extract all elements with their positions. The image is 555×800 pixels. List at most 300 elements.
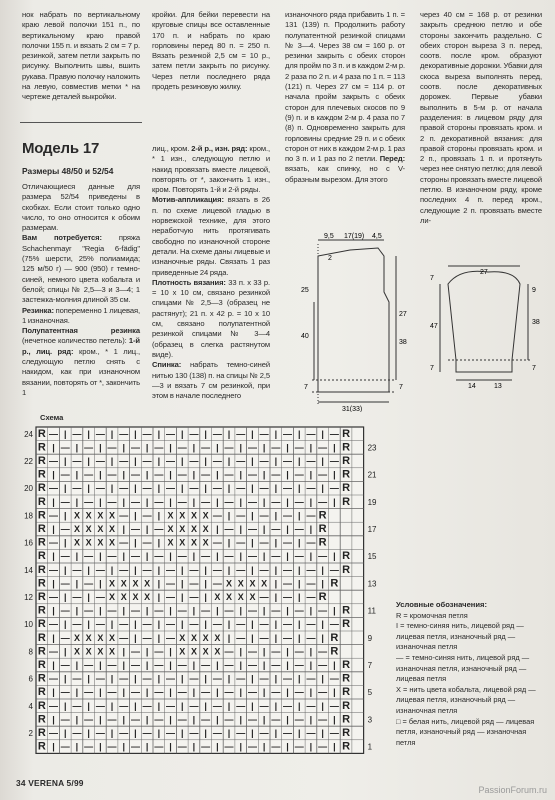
chart-cell-symbol: X	[190, 523, 197, 534]
chart-cell-symbol: |	[75, 469, 79, 480]
chart-cell-symbol: |	[110, 727, 114, 738]
chart-cell-symbol: |	[204, 564, 207, 575]
chart-cell-symbol: —	[212, 700, 222, 711]
chart-cell-symbol: |	[52, 578, 55, 589]
top-col-3-text: изнаночного ряда прибавить 1 п. = 131 (139) п. Продолжить работу полупатентной резинкой спицами № 3—4. Через 38 см = 160 р. от резинки закрыть с обеих сторон для пройм по 3 п. и в каждом 2-м р. 2 раза по 2 п. и 4 раза по 1 п. = 113 (121) п. Через 27 см = 114 р. от начала пройм закрыть с обеих сторон для плечевых скосов по 9 (9) п. и в каждом 2-м р. 4 раза по 7 (8) п. Одновременно закрыть для горловины средние 29 п. и с обеих сторон от них в каждом 2-м р. 1 раз по 3 п. и 1 раз по 2 петли.	[285, 10, 405, 164]
chart-cell-symbol: |	[75, 605, 79, 616]
sleeve-drawing	[428, 262, 544, 390]
chart-cell-symbol: —	[60, 741, 70, 752]
chart-cell-symbol: X	[214, 591, 221, 602]
chart-cell-symbol: |	[262, 605, 266, 616]
chart-cell-symbol: —	[236, 537, 246, 548]
chart-cell-symbol: —	[95, 700, 105, 711]
chart-cell-symbol: X	[85, 632, 92, 643]
chart-cell-symbol: |	[297, 591, 301, 602]
chart-cell-symbol: |	[227, 673, 231, 684]
chart-cell-symbol: |	[87, 700, 90, 711]
chart-cell-symbol: |	[216, 523, 219, 534]
chart-cell-symbol: —	[60, 605, 70, 616]
chart-cell-symbol: |	[169, 496, 172, 507]
chart-cell-symbol: —	[72, 727, 82, 738]
chart-cell-symbol: X	[97, 537, 104, 548]
chart-cell-symbol: R	[37, 658, 46, 671]
chart-cell-symbol: —	[84, 659, 94, 670]
chart-cell-symbol: —	[72, 483, 82, 494]
chart-cell-symbol: |	[297, 510, 301, 521]
chart-cell-symbol: —	[154, 551, 164, 562]
chart-cell-symbol: X	[179, 646, 186, 657]
chart-cell-symbol: |	[262, 496, 266, 507]
chart-cell-symbol: —	[49, 510, 59, 521]
chart-cell-symbol: X	[73, 523, 80, 534]
chart-cell-symbol: |	[227, 428, 231, 439]
chart-cell-symbol: —	[236, 564, 246, 575]
watermark: PassionForum.ru	[478, 785, 547, 795]
chart-cell-symbol: R	[342, 618, 351, 631]
chart-cell-symbol: |	[227, 564, 231, 575]
chart-cell-symbol: |	[180, 591, 184, 602]
chart-cell-symbol: —	[224, 523, 234, 534]
chart-cell-symbol: —	[130, 659, 140, 670]
chart-cell-symbol: |	[192, 741, 196, 752]
chart-cell-symbol: |	[110, 564, 114, 575]
chart-cell-symbol: X	[202, 646, 209, 657]
chart-cell-symbol: —	[142, 455, 152, 466]
chart-cell-symbol: |	[192, 687, 196, 698]
chart-cell-symbol: X	[226, 591, 233, 602]
chart-cell-symbol: —	[95, 591, 105, 602]
chart-cell-symbol: —	[166, 428, 176, 439]
chart-cell-symbol: X	[109, 537, 116, 548]
chart-cell-symbol: |	[251, 619, 254, 630]
chart-cell-symbol: —	[283, 455, 293, 466]
chart-cell-symbol: |	[192, 659, 196, 670]
chart-cell-symbol: X	[132, 591, 139, 602]
chart-cell-symbol: |	[52, 741, 55, 752]
chart-cell-symbol: |	[134, 483, 137, 494]
chart-cell-symbol: |	[286, 551, 289, 562]
chart-cell-symbol: —	[294, 687, 304, 698]
chart-cell-symbol: R	[37, 686, 46, 699]
chart-cell-symbol: —	[84, 714, 94, 725]
chart-cell-symbol: |	[297, 578, 301, 589]
chart-cell-symbol: —	[247, 551, 257, 562]
chart-cell-symbol: |	[274, 455, 278, 466]
chart-cell-symbol: R	[342, 482, 351, 495]
sleeve-dim-top: 27	[480, 269, 488, 276]
chart-cell-symbol: |	[239, 687, 243, 698]
chart-cell-symbol: —	[49, 619, 59, 630]
chart-cell-symbol: |	[274, 537, 278, 548]
chart-cell-symbol: —	[119, 673, 129, 684]
density-text: 33 п. x 33 р. = 10 x 10 см, связано резинкой спицами № 2,5—3 (образец не растянут); 21 п. x 42 р. = 10 x 10 см, связано полупатентной резинкой спицами № 3—4 (образец в слегка растянутом виде).	[152, 277, 270, 359]
chart-cell-symbol: —	[60, 714, 70, 725]
chart-cell-symbol: |	[227, 632, 231, 643]
chart-cell-symbol: |	[216, 551, 219, 562]
chart-cell-symbol: |	[157, 578, 161, 589]
chart-cell-symbol: |	[309, 496, 313, 507]
dim-top-c: 4,5	[372, 233, 382, 240]
chart-cell-symbol: R	[37, 699, 46, 712]
chart-cell-symbol: —	[318, 469, 328, 480]
page-footer: 34 VERENA 5/99	[16, 778, 84, 788]
chart-cell-symbol: —	[72, 591, 82, 602]
chart-cell-symbol: —	[247, 523, 257, 534]
chart-cell-symbol: |	[274, 510, 278, 521]
chart-cell-symbol: |	[204, 673, 207, 684]
chart-cell-symbol: |	[99, 714, 102, 725]
chart-cell-symbol: |	[75, 442, 79, 453]
chart-cell-symbol: —	[154, 605, 164, 616]
chart-cell-symbol: —	[130, 714, 140, 725]
chart-cell-symbol: |	[333, 442, 336, 453]
chart-cell-symbol: |	[297, 619, 301, 630]
chart-cell-symbol: —	[177, 714, 187, 725]
top-col-2	[152, 10, 270, 92]
chart-cell-symbol: —	[49, 700, 59, 711]
chart-cell-symbol: |	[216, 605, 219, 616]
chart-cell-symbol: X	[97, 510, 104, 521]
chart-cell-symbol: R	[342, 604, 351, 617]
chart-cell-symbol: —	[224, 469, 234, 480]
materials-text: пряжа Schachenmayr "Regia 6-fädig" (75% шерсти, 25% полиамида; 125 м/50 г) — 900 (950) г темно-синей, немного цвета кобальта и белой; спицы № 2,5—3 и 3—4; 1 застежка-молния длиной 35 см.	[22, 233, 140, 305]
chart-cell-symbol: |	[99, 551, 102, 562]
sleeve-dim-d: 38	[532, 319, 540, 326]
chart-cell-symbol: —	[201, 496, 211, 507]
chart-cell-symbol: —	[294, 523, 304, 534]
chart-cell-symbol: —	[142, 537, 152, 548]
row1-label: 1-й р., лиц. ряд:	[22, 336, 140, 356]
chart-cell-symbol: |	[286, 741, 289, 752]
chart-cell-symbol: —	[84, 551, 94, 562]
chart-cell-symbol: —	[84, 442, 94, 453]
chart-cell-symbol: |	[251, 727, 254, 738]
chart-cell-symbol: |	[239, 659, 243, 670]
model-col-1	[22, 182, 140, 398]
chart-cell-symbol: —	[60, 659, 70, 670]
chart-cell-symbol: |	[63, 455, 67, 466]
chart-cell-symbol: |	[239, 469, 243, 480]
chart-cell-symbol: R	[37, 468, 46, 481]
chart-cell-symbol: |	[297, 632, 301, 643]
chart-cell-symbol: |	[180, 564, 184, 575]
chart-cell-symbol: |	[192, 469, 196, 480]
col2-start: лиц., кром.	[152, 144, 190, 153]
chart-cell-symbol: —	[142, 700, 152, 711]
chart-cell-symbol: |	[99, 687, 102, 698]
chart-cell-symbol: |	[157, 727, 161, 738]
chart-cell-symbol: |	[333, 687, 336, 698]
chart-cell-symbol: —	[119, 727, 129, 738]
chart-cell-symbol: —	[329, 727, 339, 738]
chart-cell-symbol: —	[318, 714, 328, 725]
chart-cell-symbol: |	[145, 714, 149, 725]
chart-cell-symbol: —	[189, 619, 199, 630]
chart-cell-symbol: —	[306, 564, 316, 575]
chart-cell-symbol: —	[283, 700, 293, 711]
front-label: Перед:	[379, 154, 405, 164]
chart-cell-symbol: |	[52, 632, 55, 643]
chart-cell-symbol: |	[227, 619, 231, 630]
chart-cell-symbol: —	[154, 469, 164, 480]
chart-cell-symbol: |	[52, 523, 55, 534]
chart-cell-symbol: —	[95, 428, 105, 439]
chart-cell-symbol: |	[286, 714, 289, 725]
chart-cell-symbol: —	[189, 483, 199, 494]
chart-cell-symbol: —	[212, 537, 222, 548]
chart-cell-symbol: |	[274, 727, 278, 738]
chart-cell-symbol: |	[180, 700, 184, 711]
chart-cell-symbol: |	[99, 741, 102, 752]
chart-cell-symbol: —	[154, 659, 164, 670]
chart-cell-symbol: |	[286, 496, 289, 507]
chart-cell-symbol: |	[239, 646, 243, 657]
sleeve-dim-c: 47	[430, 323, 438, 330]
chart-cell-symbol: |	[227, 537, 231, 548]
chart-cell-symbol: |	[52, 551, 55, 562]
sleeve-dim-wb: 13	[494, 383, 502, 390]
chart-cell-symbol: —	[306, 591, 316, 602]
chart-cell-symbol: —	[294, 714, 304, 725]
chart-cell-symbol: —	[329, 619, 339, 630]
chart-cell-symbol: |	[63, 483, 67, 494]
chart-cell-symbol: |	[157, 428, 161, 439]
chart-cell-symbol: —	[247, 646, 257, 657]
chart-cell-symbol: |	[297, 537, 301, 548]
intro-text: Отличающиеся данные для размера 52/54 приведены в скобках. Если стоит только одно число, то оно относится к обоим размерам.	[22, 182, 140, 233]
chart-cell-symbol: —	[60, 469, 70, 480]
chart-cell-symbol: |	[239, 605, 243, 616]
chart-cell-symbol: R	[330, 631, 339, 644]
chart-cell-symbol: —	[259, 455, 269, 466]
chart-cell-symbol: |	[251, 632, 254, 643]
chart-cell-symbol: —	[212, 455, 222, 466]
chart-cell-symbol: —	[271, 551, 281, 562]
chart-cell-symbol: |	[204, 578, 207, 589]
chart-cell-symbol: |	[169, 646, 172, 657]
chart-cell-symbol: —	[224, 646, 234, 657]
chart-cell-symbol: |	[309, 442, 313, 453]
chart-cell-symbol: |	[87, 564, 90, 575]
chart-cell-symbol: —	[306, 537, 316, 548]
chart-cell-symbol: —	[177, 551, 187, 562]
chart-cell-symbol: |	[52, 496, 55, 507]
chart-cell-symbol: R	[342, 726, 351, 739]
chart-cell-symbol: |	[251, 510, 254, 521]
chart-cell-symbol: |	[204, 700, 207, 711]
chart-cell-symbol: X	[237, 591, 244, 602]
chart-cell-symbol: X	[85, 646, 92, 657]
chart-cell-symbol: |	[216, 714, 219, 725]
chart-cell-symbol: |	[262, 646, 266, 657]
chart-cell-symbol: —	[154, 714, 164, 725]
chart-cell-symbol: |	[110, 455, 114, 466]
chart-cell-symbol: —	[154, 687, 164, 698]
chart-cell-symbol: —	[177, 496, 187, 507]
chart-cell-symbol: |	[274, 578, 278, 589]
legend	[396, 600, 544, 748]
chart-cell-symbol: —	[329, 700, 339, 711]
chart-cell-symbol: —	[177, 469, 187, 480]
chart-cell-symbol: —	[72, 673, 82, 684]
chart-cell-symbol: —	[236, 700, 246, 711]
chart-row-number-right: 9	[367, 633, 373, 643]
chart-cell-symbol: X	[109, 646, 116, 657]
chart-cell-symbol: —	[271, 469, 281, 480]
chart-cell-symbol: |	[321, 578, 324, 589]
chart-cell-symbol: —	[154, 646, 164, 657]
chart-cell-symbol: |	[262, 442, 266, 453]
chart-cell-symbol: —	[119, 564, 129, 575]
chart-cell-symbol: |	[204, 591, 207, 602]
chart-cell-symbol: X	[97, 646, 104, 657]
rib-text: попеременно 1 лицевая, 1 изнаночная.	[22, 305, 140, 325]
chart-cell-symbol: X	[109, 523, 116, 534]
chart-cell-symbol: R	[37, 645, 46, 658]
chart-cell-symbol: —	[306, 483, 316, 494]
chart-cell-symbol: R	[342, 441, 351, 454]
chart-cell-symbol: |	[286, 442, 289, 453]
chart-cell-symbol: —	[236, 510, 246, 521]
chart-cell-symbol: X	[109, 632, 116, 643]
chart-cell-symbol: —	[294, 551, 304, 562]
rib-label: Резинка:	[22, 305, 54, 315]
dim-h-e: 38	[399, 339, 407, 346]
chart-cell-symbol: —	[271, 496, 281, 507]
chart-cell-symbol: |	[52, 659, 55, 670]
chart-cell-symbol: |	[180, 619, 184, 630]
chart-cell-symbol: |	[145, 741, 149, 752]
chart-cell-symbol: |	[262, 551, 266, 562]
chart-cell-symbol: —	[259, 700, 269, 711]
chart-cell-symbol: |	[239, 442, 243, 453]
legend-line-4: X = нить цвета кобальта, лицевой ряд — лицевая петля, изнаночный ряд — изнаночная петля	[396, 684, 536, 715]
chart-cell-symbol: —	[201, 469, 211, 480]
chart-cell-symbol: |	[333, 469, 336, 480]
chart-cell-symbol: R	[37, 713, 46, 726]
chart-cell-symbol: R	[342, 495, 351, 508]
chart-cell-symbol: |	[262, 741, 266, 752]
chart-cell-symbol: |	[122, 605, 126, 616]
chart-cell-symbol: |	[157, 700, 161, 711]
chart-cell-symbol: —	[60, 523, 70, 534]
chart-cell-symbol: —	[259, 673, 269, 684]
chart-cell-symbol: —	[177, 687, 187, 698]
legend-title: Условные обозначения:	[396, 600, 488, 609]
chart-cell-symbol: —	[130, 605, 140, 616]
chart-cell-symbol: —	[283, 727, 293, 738]
chart-cell-symbol: |	[169, 687, 172, 698]
chart-cell-symbol: X	[97, 632, 104, 643]
top-col-2-text: кройки. Для бейки перевести на круговые спицы все оставленные 170 п. и набрать по краю горловины перед 80 п. = 250 п. Вязать резинкой 2,5 см = 10 р., затем петли закрыть по рисунку. Через петли последнего ряда продеть резиновую жилку.	[152, 10, 270, 92]
chart-cell-symbol: —	[201, 741, 211, 752]
chart-cell-symbol: —	[318, 687, 328, 698]
chart-cell-symbol: —	[49, 673, 59, 684]
chart-cell-symbol: —	[119, 537, 129, 548]
chart-row-number-left: 20	[24, 484, 33, 494]
chart-cell-symbol: |	[309, 687, 313, 698]
chart-cell-symbol: |	[216, 442, 219, 453]
chart-cell-symbol: —	[95, 727, 105, 738]
chart-cell-symbol: —	[142, 483, 152, 494]
chart-cell-symbol: —	[329, 428, 339, 439]
chart-cell-symbol: —	[72, 619, 82, 630]
chart-cell-symbol: |	[52, 687, 55, 698]
chart-row-number-left: 18	[24, 511, 33, 521]
chart-cell-symbol: |	[99, 496, 102, 507]
chart-cell-symbol: |	[309, 659, 313, 670]
chart-cell-symbol: —	[236, 483, 246, 494]
chart-cell-symbol: —	[107, 605, 117, 616]
chart-cell-symbol: —	[189, 564, 199, 575]
chart-cell-symbol: |	[321, 700, 324, 711]
chart-cell-symbol: |	[157, 632, 161, 643]
sleeve-dim-wa: 14	[468, 383, 476, 390]
sleeve-dim-a: 7	[430, 275, 434, 282]
model-sizes: Размеры 48/50 и 52/54	[22, 166, 114, 176]
chart-cell-symbol: X	[85, 510, 92, 521]
legend-line-5: □ = белая нить, лицевой ряд — лицевая петля, изнаночный ряд — изнаночная петля	[396, 716, 535, 747]
chart-row-number-left: 14	[24, 565, 33, 575]
chart-cell-symbol: X	[249, 591, 256, 602]
chart-cell-symbol: |	[216, 496, 219, 507]
chart-cell-symbol: —	[107, 442, 117, 453]
chart-cell-symbol: R	[37, 740, 46, 753]
back-outline	[318, 248, 389, 392]
chart-cell-symbol: R	[330, 645, 339, 658]
chart-cell-symbol: |	[297, 673, 301, 684]
model-title: Модель 17	[22, 140, 100, 157]
chart-cell-symbol: |	[145, 469, 149, 480]
chart-cell-symbol: —	[189, 591, 199, 602]
chart-cell-symbol: —	[189, 428, 199, 439]
chart-cell-symbol: |	[262, 469, 266, 480]
chart-cell-symbol: —	[271, 646, 281, 657]
chart-cell-symbol: |	[274, 619, 278, 630]
chart-cell-symbol: —	[306, 455, 316, 466]
chart-cell-symbol: —	[247, 714, 257, 725]
chart-cell-symbol: |	[145, 496, 149, 507]
chart-cell-symbol: |	[321, 673, 324, 684]
chart-cell-symbol: |	[204, 483, 207, 494]
chart-cell-symbol: —	[166, 483, 176, 494]
chart-cell-symbol: |	[63, 646, 67, 657]
chart-cell-symbol: —	[166, 578, 176, 589]
chart-cell-symbol: —	[294, 605, 304, 616]
chart-cell-symbol: |	[251, 564, 254, 575]
chart-cell-symbol: |	[134, 727, 137, 738]
chart-cell-symbol: —	[306, 428, 316, 439]
chart-cell-symbol: R	[37, 454, 46, 467]
chart-cell-symbol: —	[212, 428, 222, 439]
chart-cell-symbol: X	[237, 578, 244, 589]
chart-cell-symbol: |	[180, 455, 184, 466]
chart-cell-symbol: —	[318, 442, 328, 453]
chart-cell-symbol: |	[309, 469, 313, 480]
chart-cell-symbol: |	[87, 619, 90, 630]
chart-cell-symbol: |	[204, 727, 207, 738]
chart-cell-symbol: |	[274, 632, 278, 643]
chart-cell-symbol: |	[145, 659, 149, 670]
chart-cell-symbol: —	[306, 727, 316, 738]
chart-row-number-left: 16	[24, 538, 33, 548]
chart-cell-symbol: —	[166, 455, 176, 466]
schema-label: Схема	[40, 413, 64, 422]
chart-cell-symbol: —	[60, 496, 70, 507]
chart-cell-symbol: |	[309, 714, 313, 725]
chart-cell-symbol: |	[63, 591, 67, 602]
chart-cell-symbol: —	[247, 659, 257, 670]
